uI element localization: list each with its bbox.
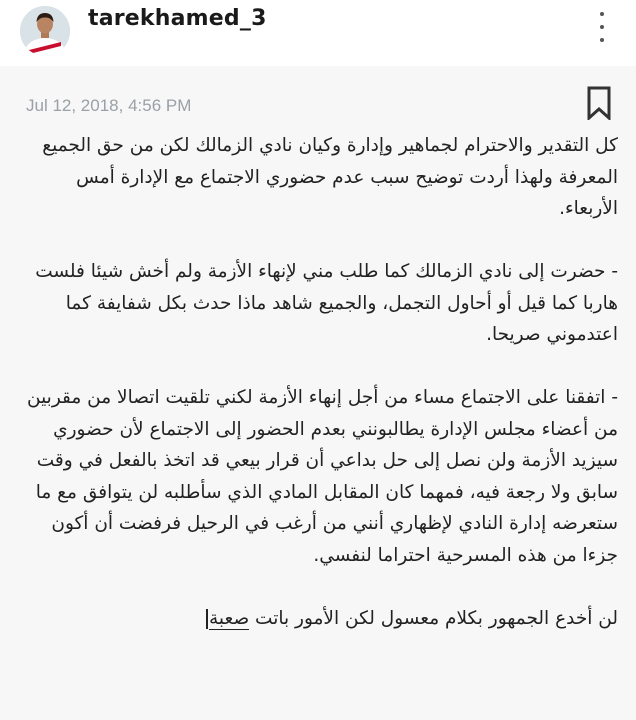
caption-paragraph-2: - حضرت إلى نادي الزمالك كما طلب مني لإنهاء الأزمة ولم أخش شيئا فلست هاربا كما قيل أو أحاول التجمل، والجميع شاهد ماذا حدث بكل شفايفة كما اعتدموني صريحا. — [35, 261, 618, 345]
caption-paragraph-3: - اتفقنا على الاجتماع مساء من أجل إنهاء الأزمة لكني تلقيت اتصالا من مقربين من أعضاء مجلس الإدارة يطالبونني بعدم الحضور إلى الاجتماع لأن حضوري سيزيد الأزمة ولن نصل إلى حل بداعي أن قرار بيعي قد اتخذ بالفعل في وقت سابق ولا رجعة فيه، فمهما كان المقابل المادي الذي سأطلبه لن يتوافق مع ما ستعرضه إدارة النادي لإظهاري أنني من أرغب في الرحيل فرفضت أن أكون جزءا من هذه المسرحية احتراما لنفسي. — [27, 387, 618, 566]
underlined-word: صعبة — [209, 607, 250, 629]
post-card — [0, 66, 636, 720]
avatar-image — [20, 6, 70, 56]
caption-paragraph-1: كل التقدير والاحترام لجماهير وإدارة وكيان نادي الزمالك لكن من حق الجميع المعرفة ولهذا أردت توضيح سبب عدم حضوري الاجتماع مع الإدارة أمس الأربعاء. — [42, 135, 618, 219]
post-caption — [12, 130, 618, 634]
caption-paragraph-4[interactable] — [12, 603, 618, 635]
paragraph-gap — [12, 351, 618, 383]
bookmark-icon[interactable] — [584, 86, 614, 120]
bookmark-glyph — [584, 86, 614, 120]
caption-paragraph-4-text: لن أخدع الجمهور بكلام معسول لكن الأمور باتت — [249, 607, 618, 629]
more-dot — [600, 25, 604, 29]
paragraph-gap — [12, 571, 618, 603]
text-cursor — [206, 609, 208, 629]
more-dot — [600, 12, 604, 16]
more-options-icon[interactable] — [590, 10, 614, 44]
profile-avatar[interactable] — [20, 6, 70, 56]
more-dot — [600, 38, 604, 42]
post-header — [0, 0, 636, 67]
post-date: Jul 12, 2018, 4:56 PM — [26, 96, 192, 115]
username[interactable]: tarekhamed_3 — [88, 6, 267, 31]
paragraph-gap — [12, 225, 618, 257]
